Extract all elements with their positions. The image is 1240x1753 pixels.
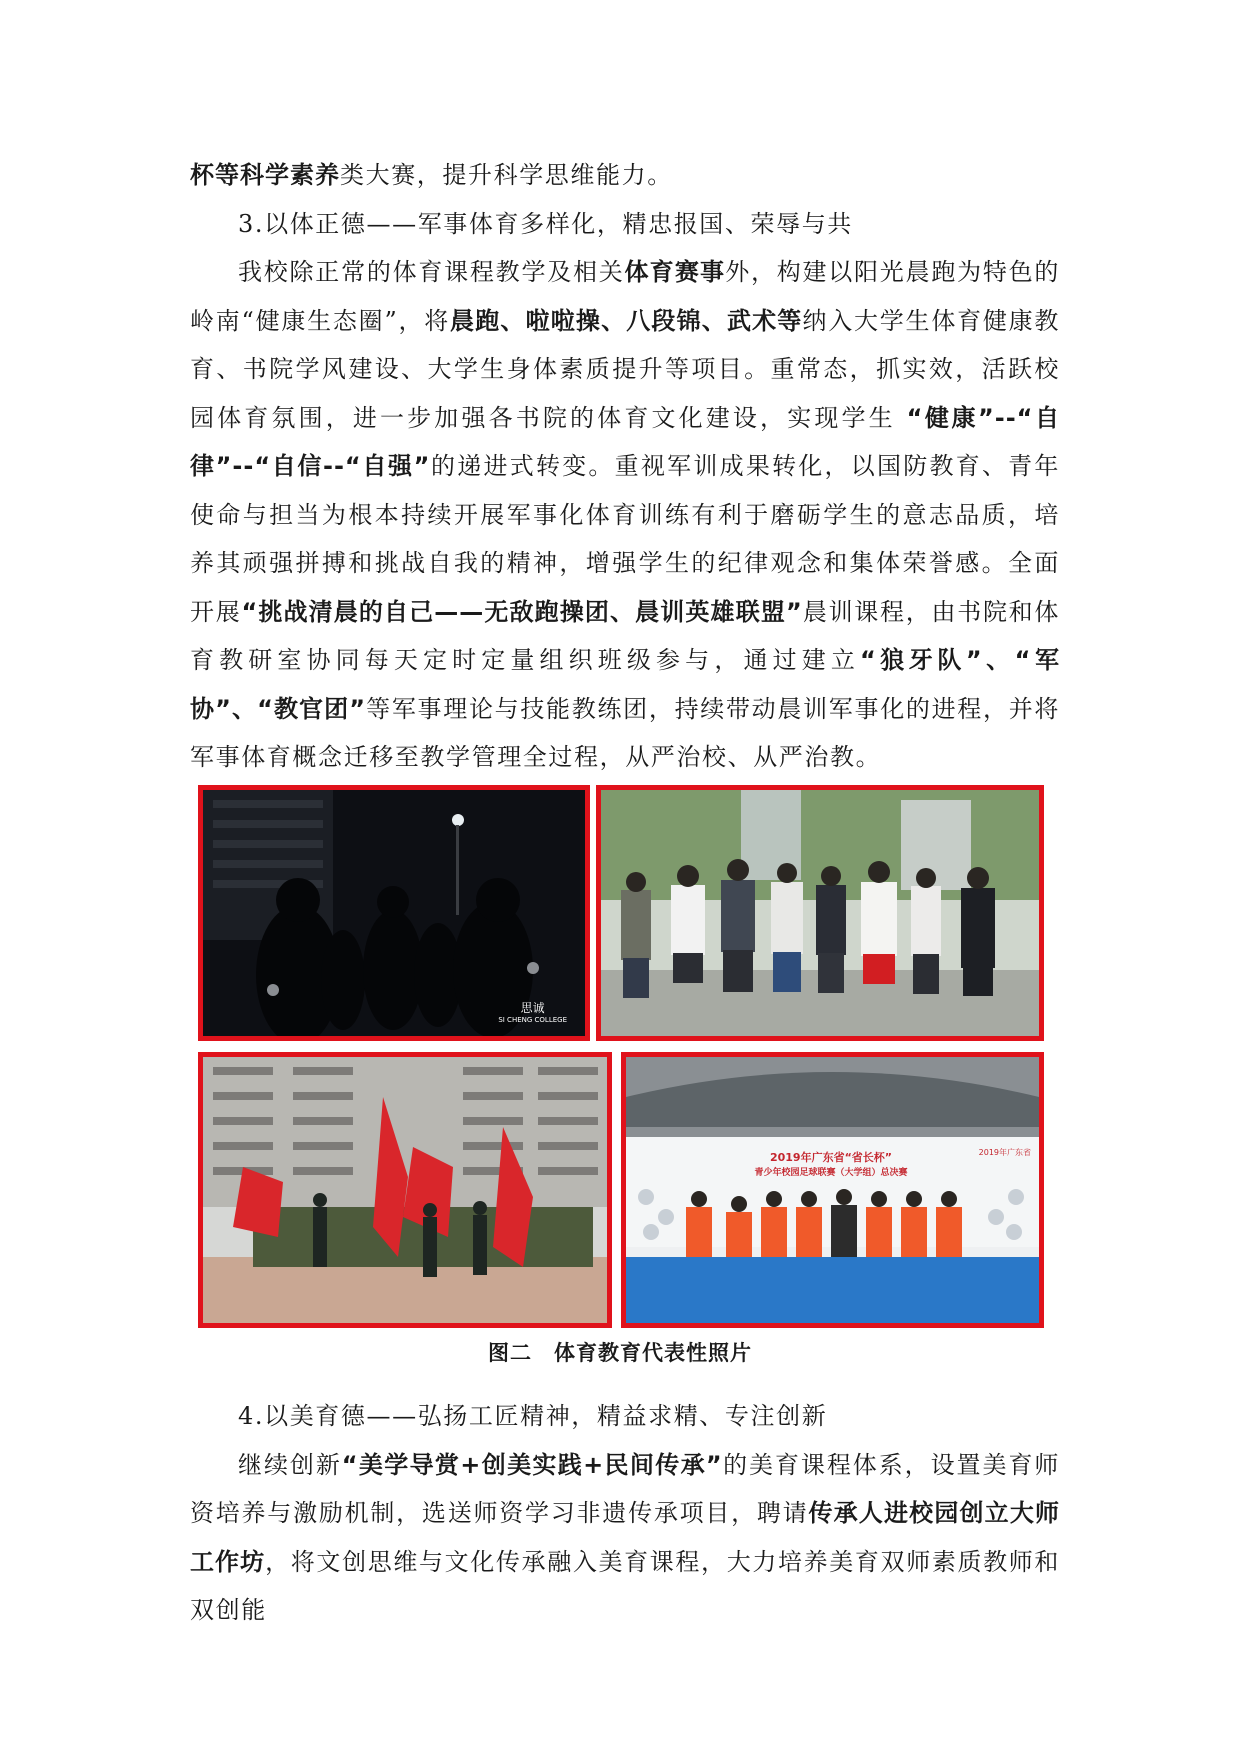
night-military-training-photo [198, 785, 590, 1041]
sports-paragraph: 我校除正常的体育课程教学及相关体育赛事外，构建以阳光晨跑为特色的岭南“健康生态圈”，将晨跑、啦啦操、八段锦、武术等纳入大学生体育健康教育、书院学风建设、大学生身体素质提升等项目。重常态，抓实效，活跃校园体育氛围，进一步加强各书院的体育文化建设，实现学生 “健康”--“自律”--“自信--“自强”的递进式转变。重视军训成果转化，以国防教育、青年使命与担当为根本持续开展军事化体育训练有利于磨砺学生的意志品质，培养其顽强拼搏和挑战自我的精神，增强学生的纪律观念和集体荣誉感。全面开展“挑战清晨的自己——无敌跑操团、晨训英雄联盟”晨训课程，由书院和体育教研室协同每天定时定量组织班级参与，通过建立“狼牙队”、“军协”、“教官团”等军事理论与技能教练团，持续带动晨训军事化的进程，并将军事体育概念迁移至教学管理全过程，从严治校、从严治教。 [190, 258, 1061, 771]
bottom-text-section [190, 1392, 1060, 1635]
football-team-photo [621, 1052, 1044, 1328]
college-watermark: 思诚 SI CHENG COLLEGE [498, 1001, 567, 1024]
flag-parade-image [203, 1057, 607, 1323]
continuation-line [190, 151, 1060, 200]
tournament-banner: 2019年广东省“省长杯” 青少年校园足球联赛（大学组）总决赛 [754, 1151, 908, 1178]
figure-caption: 图二 体育教育代表性照片 [488, 1341, 752, 1365]
top-text-section [190, 151, 1060, 782]
section-heading-3: 3.以体正德——军事体育多样化，精忠报国、荣辱与共 [238, 209, 853, 238]
aesthetics-paragraph: 继续创新“美学导赏+创美实践+民间传承”的美育课程体系，设置美育师资培养与激励机制，选送师资学习非遗传承项目，聘请传承人进校园创立大师工作坊，将文创思维与文化传承融入美育课程，大力培养美育双师素质教师和双创能 [190, 1450, 1061, 1624]
football-team-image [626, 1057, 1039, 1323]
text-run: 类大赛，提升科学思维能力。 [340, 161, 673, 189]
flag-parade-photo [198, 1052, 612, 1328]
morning-run-image [601, 790, 1039, 1036]
bold-phrase: 杯等科学素养 [190, 161, 340, 189]
section-heading-4: 4.以美育德——弘扬工匠精神，精益求精、专注创新 [238, 1402, 828, 1430]
morning-run-photo [596, 785, 1044, 1041]
banner-right-text: 2019年广东省 [978, 1148, 1031, 1157]
